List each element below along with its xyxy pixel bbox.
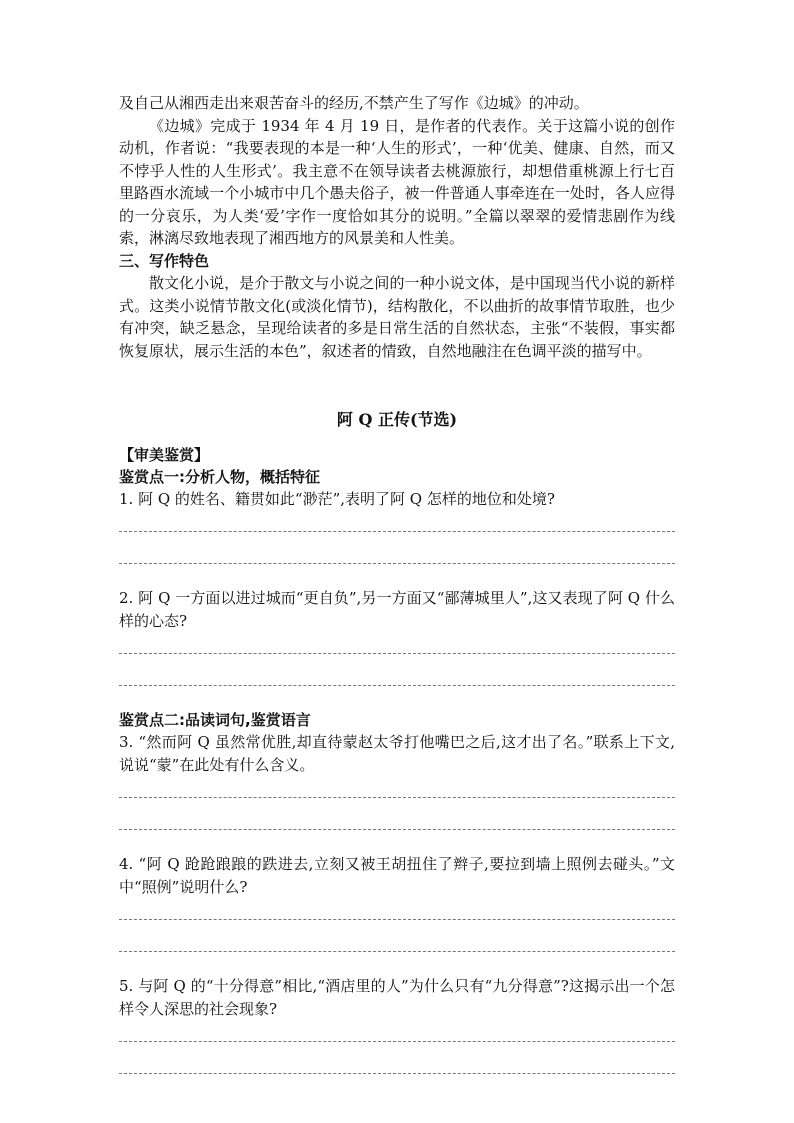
lesson-title: 阿 Q 正传(节选) xyxy=(336,410,458,429)
writing-features-paragraph: 散文化小说，是介于散文与小说之间的一种小说文体，是中国现当代小说的新样式。这类小说情节散文化(或淡化情节)，结构散化，不以曲折的故事情节取胜，也少有冲突，缺乏悬念，呈现给读者的多是日常生活的自然状态，主张“不装假，事实都恢复原状，展示生活的本色”，叙述者的情致，自然地融注在色调平淡的描写中。 xyxy=(119,274,675,360)
appreciation-point-1: 鉴赏点一:分析人物，概括特征 xyxy=(119,467,320,486)
question-1: 1. 阿 Q 的姓名、籍贯如此“渺茫”,表明了阿 Q 怎样的地位和处境? xyxy=(119,489,555,508)
question-4: 4. “阿 Q 跄跄踉踉的跌进去,立刻又被王胡扭住了辫子,要拉到墙上照例去碰头。”文中“照例”说明什么? xyxy=(119,855,675,896)
question-5: 5. 与阿 Q 的“十分得意”相比,“酒店里的人”为什么只有“九分得意”?这揭示出一个怎样令人深思的社会现象? xyxy=(119,977,675,1018)
document-page xyxy=(119,92,675,1074)
section-heading-writing-features: 三、写作特色 xyxy=(119,251,210,270)
appreciation-point-2: 鉴赏点二:品读词句,鉴赏语言 xyxy=(119,711,311,729)
question-3: 3. “然而阿 Q 虽然常优胜,却直待蒙赵太爷打他嘴巴之后,这才出了名。”联系上下文,说说“蒙”在此处有什么含义。 xyxy=(119,733,675,774)
intro-line: 及自己从湘西走出来艰苦奋斗的经历,不禁产生了写作《边城》的冲动。 xyxy=(119,94,589,112)
appreciation-tag: 【审美鉴赏】 xyxy=(119,445,210,464)
question-2: 2. 阿 Q 一方面以进过城而“更自负”,另一方面又“鄙薄城里人”,这又表现了阿 Q 什么样的心态? xyxy=(119,589,675,630)
intro-paragraph-biancheng: 《边城》完成于 1934 年 4 月 19 日，是作者的代表作。关于这篇小说的创作动机，作者说：“我要表现的本是一种‘人生的形式’，一种‘优美、健康、自然，而又不悖乎人性的人生形式’。我主意不在领导读者去桃源旅行，却想借重桃源上行七百里路酉水流域一个小城市中几个愚夫俗子，被一件普通人事牵连在一处时，各人应得的一分哀乐，为人类‘爱’字作一度恰如其分的说明。”全篇以翠翠的爱情悲剧作为线索，淋漓尽致地表现了湘西地方的风景美和人性美。 xyxy=(119,116,675,247)
answer-line[interactable] xyxy=(119,1073,675,1074)
